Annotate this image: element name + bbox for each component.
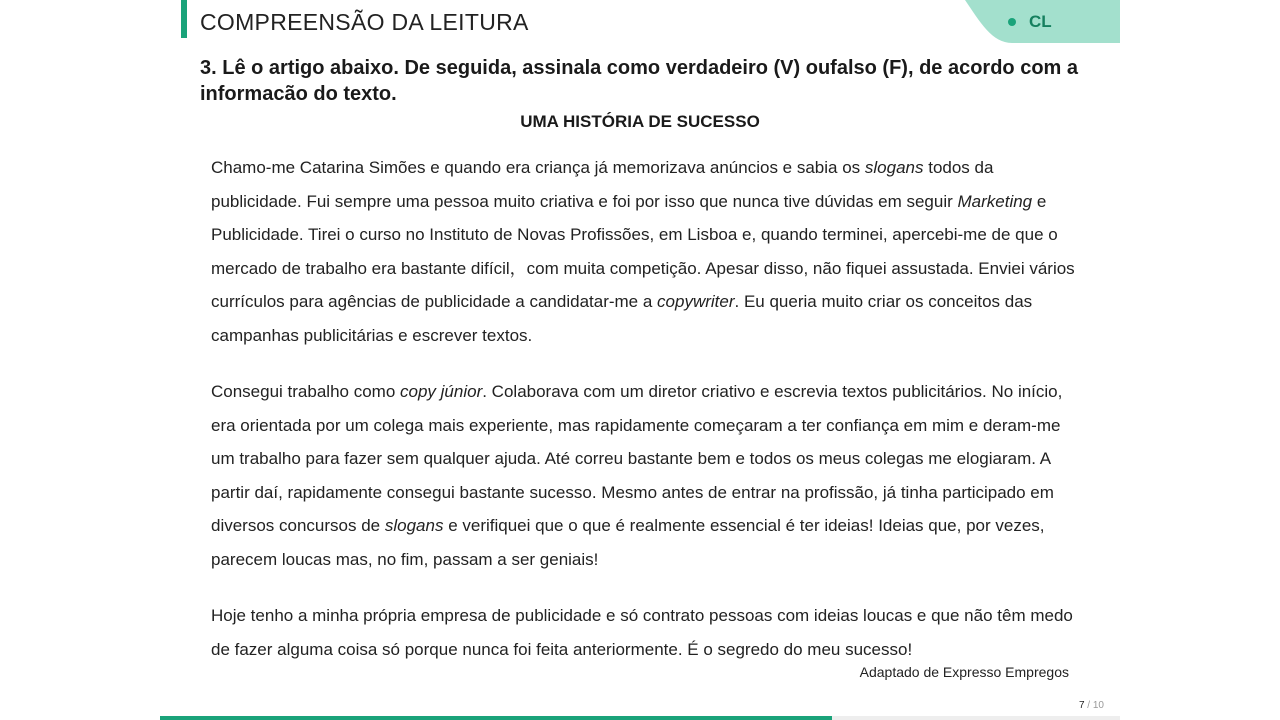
paragraph-text: Hoje tenho a minha própria empresa de publicidade e só contrato pessoas com ideias loucas e que não têm medo de fazer alguma coisa só porque nunca foi feita anteriormente. É o segredo do meu sucesso!	[211, 606, 1073, 659]
paragraph-text: . Eu queria muito criar os conceitos das campanhas publicitárias e escrever textos.	[211, 292, 1033, 345]
title-accent-bar	[181, 0, 187, 38]
question-instruction: 3. Lê o artigo abaixo. De seguida, assinala como verdadeiro (V) oufalso (F), de acordo com a informacão do texto.	[200, 57, 1078, 105]
page-total: 10	[1092, 700, 1104, 711]
italic-term: Marketing	[957, 191, 1033, 211]
paragraph-text: e verifiquei que o que é realmente essencial é ter ideias! Ideias que, por vezes, parecem loucas mas, no fim, passam a ser geniais!	[211, 516, 1045, 569]
italic-term: slogans	[864, 158, 924, 177]
italic-term: slogans	[384, 516, 444, 536]
paragraph-text: e Publicidade. Tirei o curso no Instituto de Novas Profissões, em Lisboa e, quando terminei, apercebi-me de que o mercado de trabalho era bastante difícil，com muita competição. Apesar disso, não fiquei assustada. Enviei vários currículos para agências de publicidade a candidatar-me a	[211, 191, 1075, 312]
paragraph-text: Chamo-me Catarina Simões e quando era criança já memorizava anúncios e sabia os	[211, 158, 865, 177]
article-paragraph-2	[211, 375, 1081, 577]
article-title: UMA HISTÓRIA DE SUCESSO	[520, 112, 760, 131]
article-source: Adaptado de Expresso Empregos	[859, 664, 1069, 680]
section-tag-label: CL	[1029, 12, 1052, 31]
page-indicator	[1079, 700, 1104, 711]
section-title: COMPREENSÃO DA LEITURA	[200, 9, 529, 35]
slide-progress-fill	[160, 716, 832, 720]
slide-progress-bar	[160, 716, 1120, 720]
paragraph-text: . Colaborava com um diretor criativo e escrevia textos publicitários. No início, era orientada por um colega mais experiente, mas rapidamente começaram a ter confiança em mim e deram-me um trabalho para fazer sem qualquer ajuda. Até correu bastante bem e todos os meus colegas me elogiaram. A partir daí, rapidamente consegui bastante sucesso. Mesmo antes de entrar na profissão, já tinha participado em diversos concursos de	[211, 382, 1063, 536]
article-paragraph-3	[211, 599, 1081, 666]
italic-term: copywriter	[657, 292, 735, 312]
paragraph-text: todos da publicidade. Fui sempre uma pessoa muito criativa e foi por isso que nunca tive dúvidas em seguir	[211, 158, 994, 211]
tag-dot-icon	[1008, 18, 1016, 26]
page-current: 7	[1078, 700, 1085, 711]
page-separator: /	[1084, 700, 1093, 711]
article-paragraph-1	[211, 151, 1081, 353]
italic-term: copy júnior	[400, 382, 483, 401]
paragraph-text: Consegui trabalho como	[211, 382, 401, 401]
